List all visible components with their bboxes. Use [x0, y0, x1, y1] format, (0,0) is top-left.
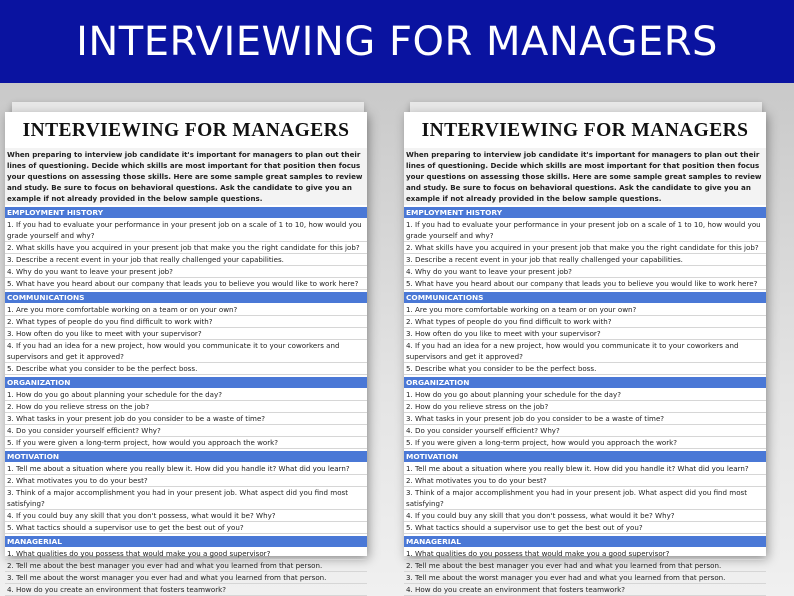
question-item: 1. If you had to evaluate your performance in your present job on a scale of 1 to 10, how would you grade yourself and why?	[5, 219, 367, 242]
intro-paragraph: When preparing to interview job candidate it's important for managers to plan out their lines of questioning. Decide which skills are most important for that position then focus your questions on assessing those skills. Here are some sample great samples to review and study. Be sure to focus on behavioral questions. Ask the candidate to give you an example if not already provided in the below sample questions.	[404, 148, 766, 205]
question-item: 3. Describe a recent event in your job that really challenged your capabilities.	[5, 254, 367, 266]
question-item: 2. What motivates you to do your best?	[404, 475, 766, 487]
section-header: MANAGERIAL	[404, 536, 766, 547]
question-item: 1. Tell me about a situation where you really blew it. How did you handle it? What did you learn?	[5, 463, 367, 475]
question-item: 5. If you were given a long-term project, how would you approach the work?	[5, 437, 367, 449]
question-item: 2. What types of people do you find difficult to work with?	[5, 316, 367, 328]
section-header: MANAGERIAL	[5, 536, 367, 547]
section-header: COMMUNICATIONS	[5, 292, 367, 303]
question-item: 4. If you could buy any skill that you don't possess, what would it be? Why?	[5, 510, 367, 522]
section-header: MOTIVATION	[404, 451, 766, 462]
question-item: 3. What tasks in your present job do you consider to be a waste of time?	[404, 413, 766, 425]
section-header: ORGANIZATION	[404, 377, 766, 388]
question-item: 2. How do you relieve stress on the job?	[404, 401, 766, 413]
question-item: 3. How often do you like to meet with your supervisor?	[5, 328, 367, 340]
section-header: EMPLOYMENT HISTORY	[5, 207, 367, 218]
question-item: 3. Describe a recent event in your job that really challenged your capabilities.	[404, 254, 766, 266]
question-item: 5. What have you heard about our company that leads you to believe you would like to work here?	[5, 278, 367, 290]
question-item: 5. What tactics should a supervisor use to get the best out of you?	[404, 522, 766, 534]
banner-title: INTERVIEWING FOR MANAGERS	[76, 18, 718, 65]
document	[404, 112, 766, 596]
question-item: 5. If you were given a long-term project, how would you approach the work?	[404, 437, 766, 449]
section-header: EMPLOYMENT HISTORY	[404, 207, 766, 218]
document	[5, 112, 367, 596]
section-header: COMMUNICATIONS	[404, 292, 766, 303]
intro-paragraph: When preparing to interview job candidate it's important for managers to plan out their lines of questioning. Decide which skills are most important for that position then focus your questions on assessing those skills. Here are some sample great samples to review and study. Be sure to focus on behavioral questions. Ask the candidate to give you an example if not already provided in the below sample questions.	[5, 148, 367, 205]
question-item: 1. Tell me about a situation where you really blew it. How did you handle it? What did you learn?	[404, 463, 766, 475]
question-item: 3. How often do you like to meet with your supervisor?	[404, 328, 766, 340]
question-item: 1. Are you more comfortable working on a team or on your own?	[5, 304, 367, 316]
question-item: 2. What skills have you acquired in your present job that make you the right candidate for this job?	[5, 242, 367, 254]
question-item: 3. Tell me about the worst manager you ever had and what you learned from that person.	[5, 572, 367, 584]
document-title: INTERVIEWING FOR MANAGERS	[22, 120, 350, 141]
question-item: 4. How do you create an environment that fosters teamwork?	[404, 584, 766, 596]
question-item: 2. What skills have you acquired in your present job that make you the right candidate for this job?	[404, 242, 766, 254]
question-item: 2. Tell me about the best manager you ever had and what you learned from that person.	[5, 560, 367, 572]
question-item: 3. Think of a major accomplishment you had in your present job. What aspect did you find most satisfying?	[5, 487, 367, 510]
question-item: 2. How do you relieve stress on the job?	[5, 401, 367, 413]
banner	[0, 0, 794, 83]
question-item: 3. Tell me about the worst manager you ever had and what you learned from that person.	[404, 572, 766, 584]
question-item: 1. How do you go about planning your schedule for the day?	[5, 389, 367, 401]
question-item: 4. How do you create an environment that fosters teamwork?	[5, 584, 367, 596]
question-item: 2. Tell me about the best manager you ever had and what you learned from that person.	[404, 560, 766, 572]
question-item: 1. How do you go about planning your schedule for the day?	[404, 389, 766, 401]
question-item: 4. Why do you want to leave your present job?	[404, 266, 766, 278]
question-item: 2. What motivates you to do your best?	[5, 475, 367, 487]
question-item: 4. If you could buy any skill that you don't possess, what would it be? Why?	[404, 510, 766, 522]
question-item: 1. Are you more comfortable working on a team or on your own?	[404, 304, 766, 316]
question-item: 4. Why do you want to leave your present job?	[5, 266, 367, 278]
question-item: 3. What tasks in your present job do you consider to be a waste of time?	[5, 413, 367, 425]
question-item: 4. If you had an idea for a new project, how would you communicate it to your coworkers and supervisors and get it approved?	[5, 340, 367, 363]
question-item: 5. What tactics should a supervisor use to get the best out of you?	[5, 522, 367, 534]
question-item: 2. What types of people do you find difficult to work with?	[404, 316, 766, 328]
document-title: INTERVIEWING FOR MANAGERS	[421, 120, 749, 141]
section-header: MOTIVATION	[5, 451, 367, 462]
question-item: 4. If you had an idea for a new project, how would you communicate it to your coworkers and supervisors and get it approved?	[404, 340, 766, 363]
document-page-left	[5, 112, 367, 594]
question-item: 5. Describe what you consider to be the perfect boss.	[5, 363, 367, 375]
question-item: 1. What qualities do you possess that would make you a good supervisor?	[5, 548, 367, 560]
question-item: 3. Think of a major accomplishment you had in your present job. What aspect did you find most satisfying?	[404, 487, 766, 510]
question-item: 4. Do you consider yourself efficient? Why?	[5, 425, 367, 437]
question-item: 4. Do you consider yourself efficient? Why?	[404, 425, 766, 437]
document-page-right	[404, 112, 766, 594]
question-item: 5. What have you heard about our company that leads you to believe you would like to work here?	[404, 278, 766, 290]
question-item: 1. What qualities do you possess that would make you a good supervisor?	[404, 548, 766, 560]
question-item: 5. Describe what you consider to be the perfect boss.	[404, 363, 766, 375]
question-item: 1. If you had to evaluate your performance in your present job on a scale of 1 to 10, how would you grade yourself and why?	[404, 219, 766, 242]
section-header: ORGANIZATION	[5, 377, 367, 388]
